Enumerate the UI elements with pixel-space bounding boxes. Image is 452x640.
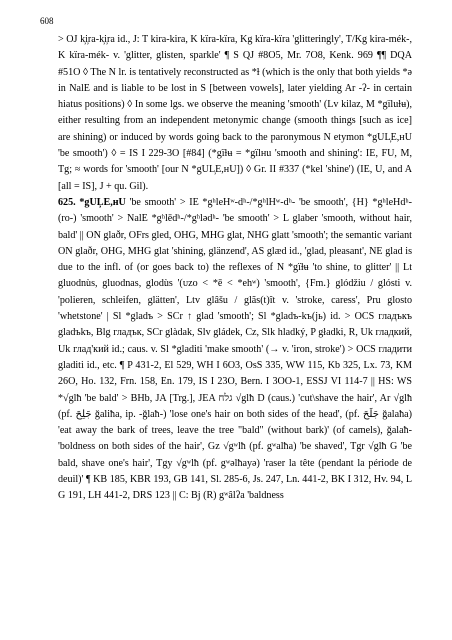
page-number: 608 — [40, 16, 54, 26]
entry-text: 'be smooth' > IE *gʰleHʷ-dʰ-/*gʰlHʷ-dʰ- 'be smooth', {H} *gʰleHdʰ-(ro-) 'smooth' > NalE *gʰlēdʰ-/*gʰlədʰ- 'be smooth' > L glaber 'smooth, without hair, bald' || ON glaðr, OFrs gled, OHG, MHG glat, NHG glatt 'smooth'; the semantic variant ON glaðr, OHG, MHG glat 'shining, glänzend', AS glæd id., 'glad, pleasant', NE glad is due to the infl. of (or goes back to) the reflexes of N *gïɫʉ 'to shine, to glitter' || Lt gluodnùs, gluodnas, glodùs '(ᴜᴢᴏ < *ē < *ehʷ) 'smooth', {Fm.} glódžiu / glósti v. 'polieren, schleifen, glätten', Ltv glâšu / glãs(t)ît v. 'stroke, caress', Pru glosto 'whetstone' | Sl *gladъ > SCr ↑ glad 'smooth'; Sl *gladъ-kъ(jь) id. > OCS гладъкъ gladъkъ, Blg гладък, SCr glàdak, Slv gládek, Cz, Slk hladký, P gładki, R, Uk гладкий, Uk глад'кий id.; caus. v. Sl *gladiti 'make smooth' (→ v. 'iron, stroke') > OCS гладити gladiti id., etc. ¶ P 431-2, El 529, WH I 6O3, OsS 335, WW 115, Kb 325, Lx. 73, KM 26O, Ho. 132, Frn. 158, En. 179, IS I 23O, Bern. I 3OO-1, ESSJ VI 114-7 || HS: WS *√glħ 'be bald' > BHb, JA [Trg.], JEA גלח √glħ D (caus.) 'cut\shave the hair', Ar √glħ (pf. جَلِحَ ğaliħa, ip. -ğlaħ-) 'lose one's hair on both sides of the head', (pf. جَلَحَ ğalaħa) 'eat away the bark of trees, leave the tree "bald" (without bark)' (of camels), ğalaħ- 'boldness on both sides of the hair', Gz √gʷlħ (pf. gʷalħa) 'be shaved', Tgr √glħ G 'be bald, shave one's hair', Tgy √gʷlħ (pf. gʷəlħayə) 'raser la tête (pendant la période de deuil)' ¶ KB 185, KBR 193, GB 141, Sl. 285-6, Js. 247, Ln. 441-2, BK I 312, Hv. 94, L G 191, LH 441-2, DRS 123 || C: Bj (R) gʷâlʔa 'baldness — [58, 196, 412, 502]
entry-head: 625. *gUL̦E,ʜU — [58, 196, 126, 208]
paragraph-continuation: > OJ k̦i̦ra-k̦i̦ra id., J: T kira-kira, K kïra-kïra, Kg kïra-kïra 'glitteringly', T/Kg kira-mék-, K kïra-mék- v. 'glitter, glisten, sparkle' ¶ S QJ #8O5, Mr. 7O8, Kenk. 969 ¶¶ DQA #51O ◊ The N lr. is tentatively reconstructed as *ɫ (which is the only that both yields *ə in NalE and is liable to be lost in S [between vowels], later yielding Ar -ʔ- in certain hiatus positions) ◊ In some lgs. we observe the meaning 'smooth' (Lv kilaz, M *gïluɫʉ), either resulting from an independent metonymic change (smooth things [such as ice] are shining) or induced by words going back to the paronymous N etymon *gUL̦E,ʜU 'be smooth') ◊ = IS I 229-3O [#84] (*gïɫʉ = *gïlʜu 'smooth and shining': IE, FU, M, Tg; ≈ words for 'smooth' [our N *gUL̦E,ʜU]) ◊ Gr. II #337 (*kel 'shine') (IE, U, and A [all = IS], J + qu. Gil). — [58, 34, 412, 192]
entry-625 — [58, 195, 412, 505]
page-body — [58, 32, 412, 505]
